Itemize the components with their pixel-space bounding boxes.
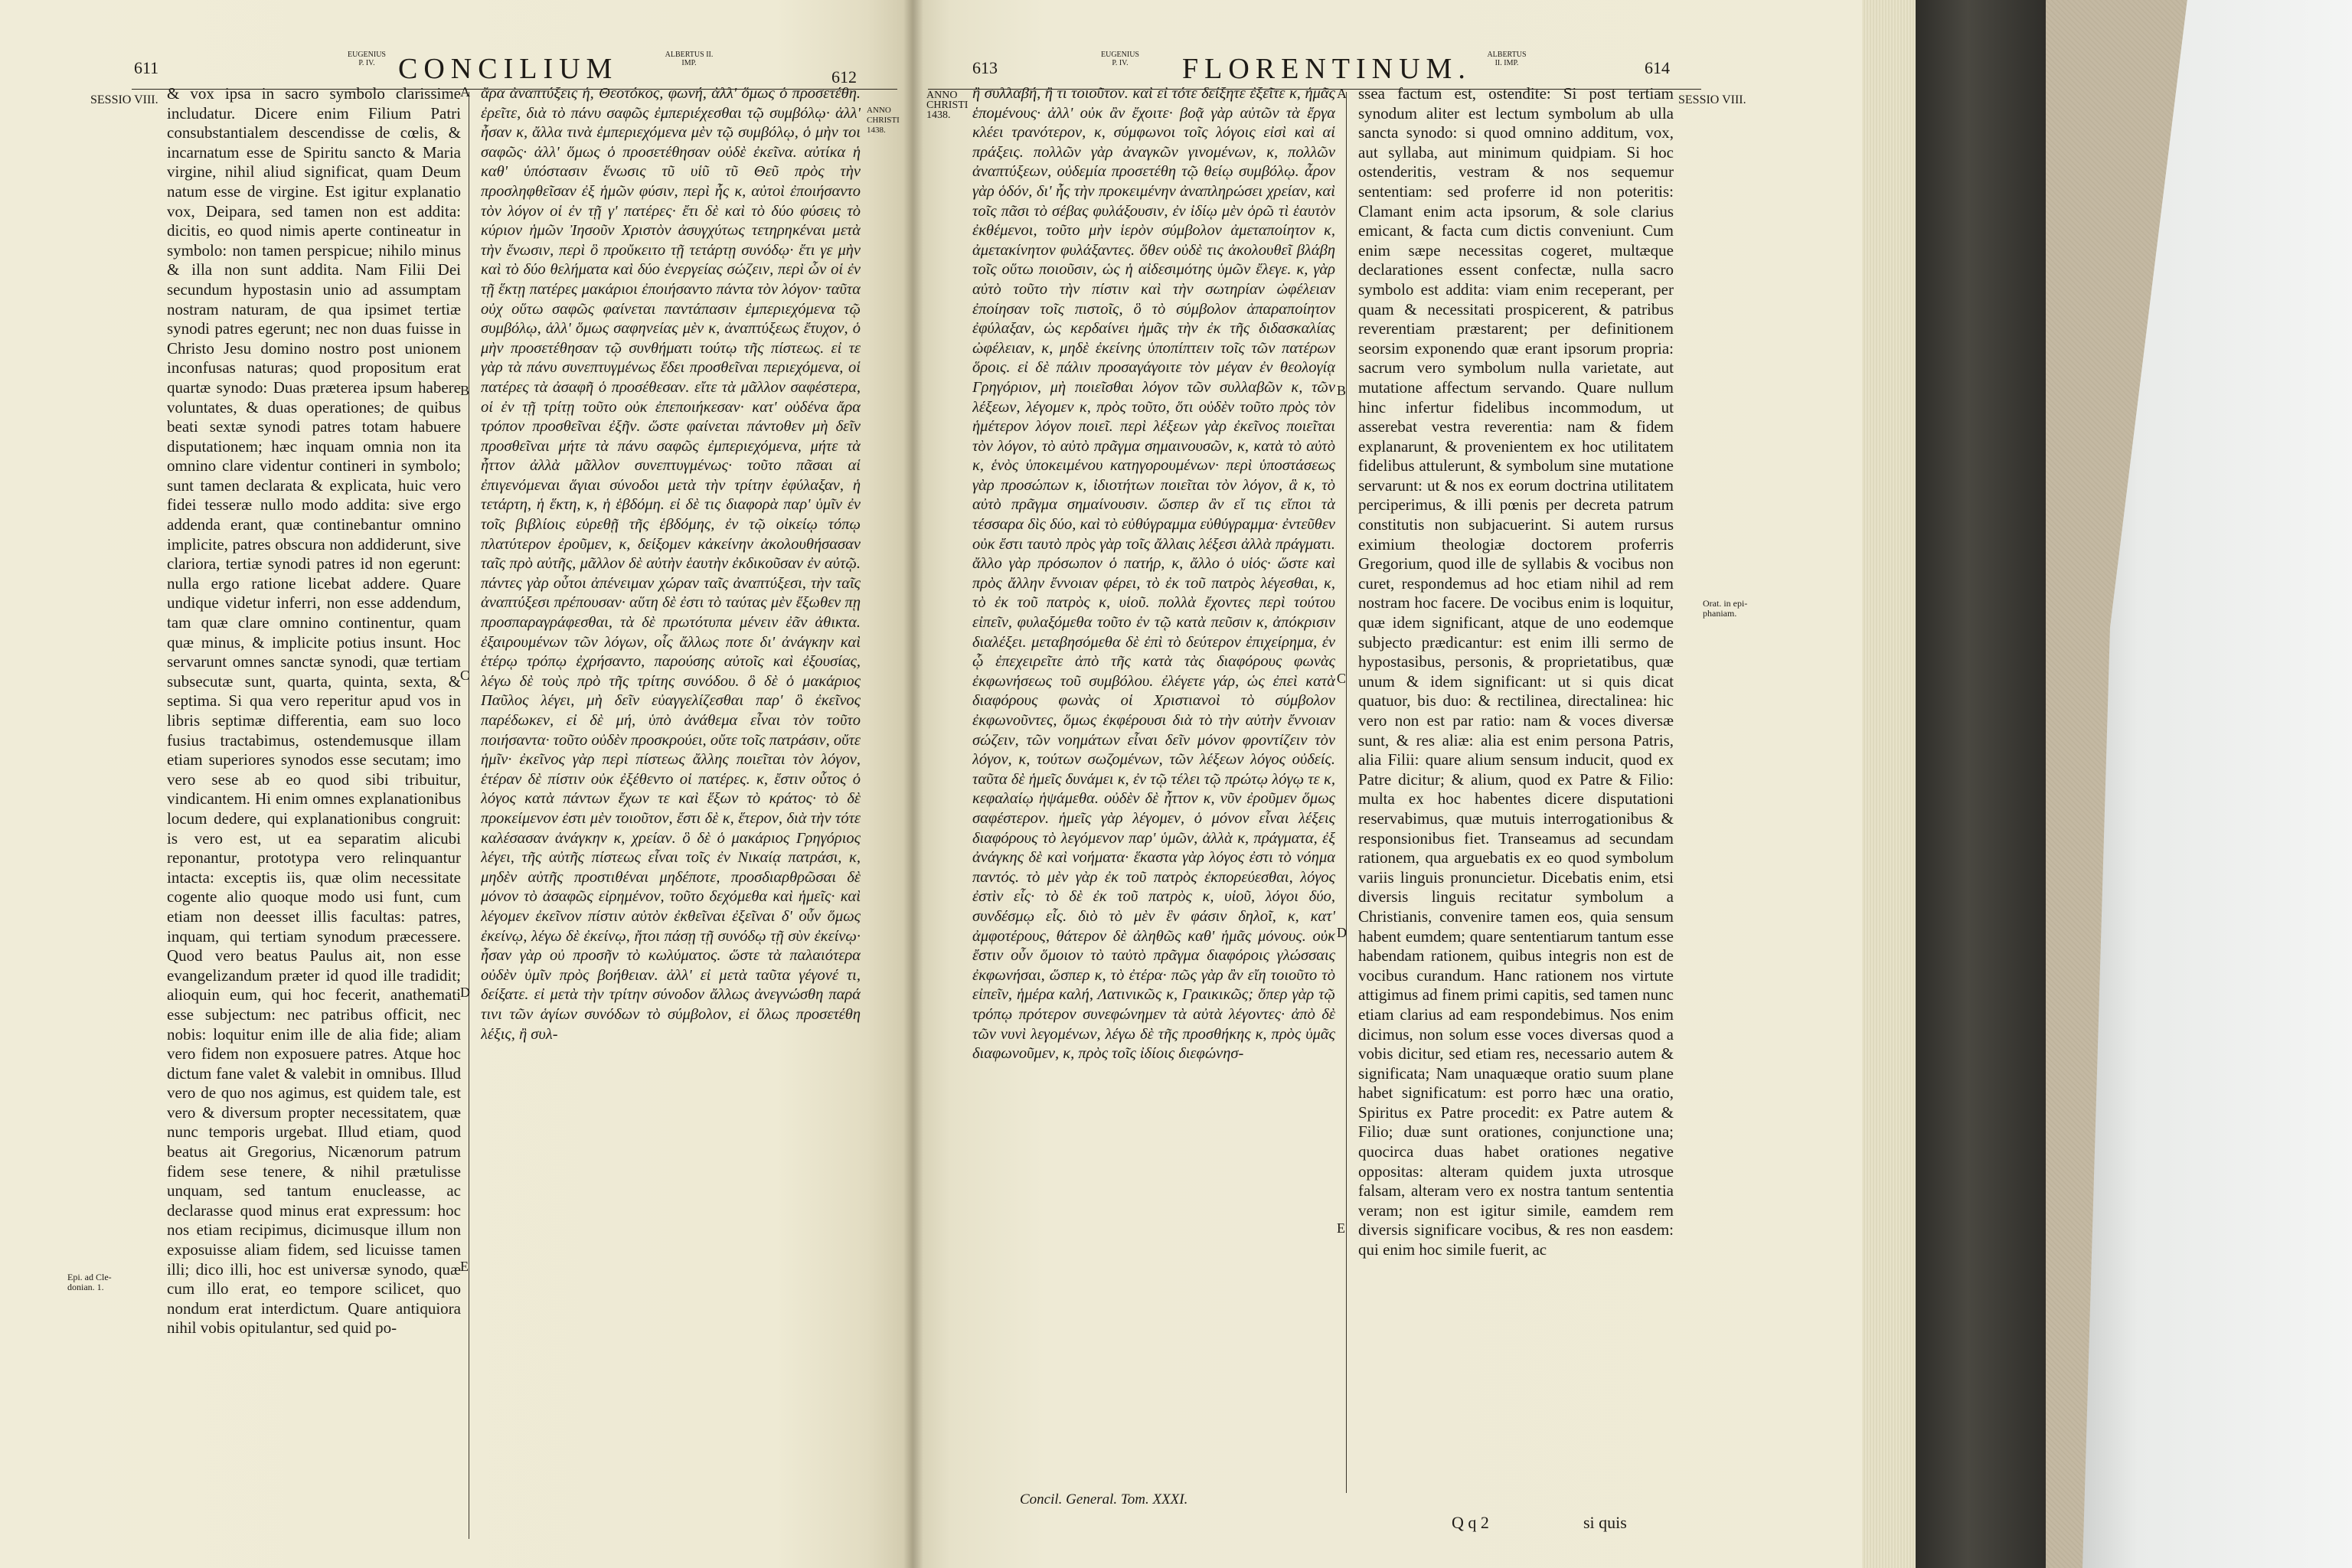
column-rule-right [1346,92,1347,1493]
session-note-left: SESSIO VIII. [90,93,158,106]
greek-text-left: ἄρα ἀναπτύξεις ἡ, Θεοτόκος, φωνή, ἀλλ' ὅμως ὁ προσετέθη. ἐρεῖτε, διὰ τὸ πάνυ σαφῶς ἐμπεριέχεσθαι τῷ συμβόλῳ· ἀλλ' ἦσαν κ, ἄλλα τινὰ ἐμπεριεχόμενα μὲν τῷ συμβόλῳ, ὁ μὴν τοι σαφῶς· ἀλλ' ὅμως ὁ προσετέθησαν οὐδὲ ἐκεῖνα. αὐτίκα ἡ καθ' ὑπόστασιν ἕνωσις τῦ υἱῦ τῦ Θεῦ πρὸς τὴν προσληφθεῖσαν ἐξ ἡμῶν φύσιν, περὶ ἧς κ, αὐτοὶ ἐποιήσαντο τὸν λόγον οἱ ἐν τῇ γ' πατέρες· ἔτι δὲ καὶ τὸ δύο φύσεις τὸ κύριον ἡμῶν Ἰησοῦν Χριστὸν ἀσυγχύτως τετηρηκέναι μετὰ τὴν ἕνωσιν, περὶ ὃ προὔκειτο τῇ τετάρτῃ συνόδῳ· ἔτι γε μὴν καὶ τὸ δύο θελήματα καὶ δύο ἐνεργείας σώζειν, περὶ ὧν οἱ ἐν τῇ ἕκτῃ πατέρες μακάριοι ἐποιήσαντο πάντα τὸν λόγον· ταῦτα οὐχ οὕτω σαφῶς φαίνεται παντάπασιν ἐμπεριεχόμενα τῷ συμβόλῳ, ἀλλ' ὅμως σαφηνείας μὲν κ, ἀναπτύξεως ἔτυχον, ὁ μὴν προσετέθησαν τῷ συνθήματι τούτῳ τῆς πίστεως. εἰ τε γὰρ τὰ πάνυ συνεπτυγμένως ἔδει προσθεῖναι περιεχόμενα, οἱ πατέρες τὰ ἀσαφῆ ὁ προσέθεσαν. εἴτε τὰ μᾶλλον σαφέστερα, οἱ ἐν τῇ τρίτῃ τοῦτο οὐκ ἐπεποιήκεσαν· κατ' οὐδένα ἄρα τρόπον προσθεῖναι ἐξῆν. ὥστε φαίνεται πάντοθεν μὴ δεῖν προσθεῖναι μήτε τὰ πάνυ σαφῶς ἐμπεριεχόμενα, μήτε τὰ ἧττον ἀλλὰ μᾶλλον συνεπτυγμένως· τοῦτο πᾶσαι αἱ ἐπιγενόμεναι ἅγιαι σύνοδοι μετὰ τὴν τρίτην ἐφύλαξαν, ἡ τετάρτη, ἡ ἕκτη, κ, ἡ ἑβδόμη. εἰ δὲ τις διαφορὰ παρ' ὑμῖν ἐν τοῖς βιβλίοις εὑρεθῇ τῆς ἑβδόμης, ἐν τῷ οἰκείῳ τόπῳ πλατύτερον ἐροῦμεν, κ, δείξομεν κἀκείνην ἀκολουθήσασαν ταῖς πρὸ αὐτῆς, μᾶλλον δὲ αὐτὴν ἑαυτὴν ἐκδικοῦσαν ἐν αὐτῷ. πάντες γὰρ οὗτοι ἀπένειμαν χώραν ταῖς ἀναπτύξεσι, τὴν ταῖς ἀναπτύξεσι πρέπουσαν· αὕτη δὲ ἐστι τὸ ταύτας μὲν ἔξωθεν πῃ προσπαραγράφεσθαι, τὰ δὲ πρωτότυπα μένειν ἐᾶν ἀθικτα. ἐξαιρουμένων τῶν λόγων, οἷς ἄλλως ποτε δι' ἀνάγκην καὶ ἑτέρῳ τρόπῳ ἐχρήσαντο, παρούσης αὐτοῖς καὶ ἐξουσίας, λέγω δὲ τοὺς πρὸ τῆς τρίτης συνόδου. ὃ δὲ ὁ μακάριος Παῦλος λέγει, μὴ δεῖν εὐαγγελίζεσθαι παρ' ὃ ἐκεῖνος παρέδωκεν, εἰ δὲ μή, ὑπὸ ἀνάθεμα εἶναι τὸν τοῦτο ποιήσαντα· τοῦτο οὐδὲν προσκρούει, οὔτε τοῖς πατράσιν, οὔτε ἡμῖν· ἐκεῖνος γὰρ περὶ πίστεως ἄλλης ποιεῖται τὸν λόγον, ἑτέραν δὲ πίστιν οὐκ ἐξέθεντο οἱ πατέρες. κ, ἔστιν οὗτος ὁ λόγος κατὰ πάντων ἔχων τε καὶ ἕξων τὸ κράτος· τὸ δὲ προκείμενον ἐστι μὲν τοιοῦτον, ἔστι δὲ κ, ἕτερον, διὰ τὴν τότε καλέσασαν ἀνάγκην κ, χρείαν. ὃ δὲ ὁ μακάριος Γρηγόριος λέγει, τῆς αὐτῆς πίστεως εἶναι τοῖς ἐν Νικαίᾳ πατράσι, κ, μηδὲν αὐτῆς προστιθέναι μηδέποτε, προσδιαρθρῶσαι δὲ μόνον τὸ ἀσαφῶς εἰρημένον, τοῦτο δεχόμεθα καὶ ἡμεῖς· καὶ λέγομεν ἐκεῖνον πίστιν αὐτὸν ἐκθεῖναι ἐξεῖναι δ' οὖν ὅμως ἐκείνῳ, λέγω δὲ ἐκείνῳ, ἤτοι πάσῃ τῇ συνόδῳ τῇ σὺν ἐκείνῳ· ἦσαν γὰρ οὐ προσῆν τὸ κωλύματος. ὥστε τὰ παλαιότερα οὐδὲν ὑμῖν πρὸς βοήθειαν. ἀλλ' εἰ μετὰ ταῦτα γέγονέ τι, δείξατε. εἰ μετὰ τὴν τρίτην σύνοδον ἄλλως ἀνεγνώσθη παρά τινι τῶν ἁγίων συνόδων τὸ σύμβολον, εἰ ὅλως προσετέθη λέξις, ἢ συλ- [481,85,861,1043]
section-letter-a: A [460,84,470,100]
emperor-label [651,51,727,67]
page-number-612: 612 [831,67,857,87]
emperor-label-right [1476,51,1537,67]
page-number-611: 611 [134,58,159,77]
page-number-613: 613 [972,58,998,77]
right-page [913,0,1862,1568]
left-page-header [0,49,913,87]
book-cover-board [1916,0,2046,1568]
emperor-sub: IMP. [681,59,697,67]
pope-label-right [1086,51,1155,67]
page-number-614: 614 [1645,58,1670,77]
page-stack-edge [1862,0,1916,1568]
running-title-florentinum: FLORENTINUM. [1182,53,1472,85]
book-gutter [903,0,923,1568]
section-letter-c: C [460,668,470,683]
pope-sub-right: P. IV. [1112,59,1129,67]
margin-citation-left: Epi. ad Cle- donian. 1. [67,1272,112,1292]
catchword: si quis [1583,1513,1627,1532]
latin-column-right [1358,84,1674,1467]
right-page-header [913,49,1862,85]
section-letter-b: B [460,383,470,398]
emperor-sub-right: II. IMP. [1494,59,1519,67]
latin-column-left [167,84,461,1551]
latin-text-left: & vox ipsa in sacro symbolo clarissime includatur. Dicere enim Filium Patri consubstantialem descendisse de cœlis, & incarnatum esse de Spiritu sancto & Maria virgine, nihil aliud significat, quam Deum natum esse de virgine. Est igitur explanatio vox, Deipara, sed tamen non est addita: dicitis, eo quod nimis aperte contineatur in symbolo: non tamen perspicue; nihilo minus & illa non sunt addita. Nam Filii Dei secundum hypostasin unio ad assumptam nostram naturam, de qua ipsimet tertiæ synodi patres egerunt; nec non duas fuisse in Christo Jesu domino nostro post unionem inconfusas naturas; quod propositum erat quartæ synodo: Duas præterea ipsum habere voluntates, & duas operationes; de quibus beati sextæ synodi patres totam habuere disputationem; hæc inquam omnia non ita omnino clare videntur contineri in symbolo; sunt tamen declarata & explicata, huic vero fidei tesseræ nullo modo addita: sive ergo addenda erant, quæ continebantur omnino implicite, patres obscura non addiderunt, sive clariora, tertiæ synodi patres id non egerunt: nulla ergo ratione licebat addere. Quare undique videtur inferri, non esse addendum, tam quæ clare omnino continentur, quam quæ minus, & implicite potius insunt. Hoc servarunt omnes sanctæ synodi, quæ tertiam subsecutæ sunt, quarta, quinta, sexta, & septima. Si qua vero reperitur apud vos in libris septimæ differentia, eam suo loco fusius tractabimus, ostendemusque illam etiam superiores synodos esse secutam; imo vero sese ab eo quod sibi tribuitur, vindicantem. Hi enim omnes explanationibus locum dedere, qui explanationibus congruit: is vero est, ut ea separatim alicubi reponantur, prototypa vero relinquantur intacta: exceptis iis, quæ olim necessitate cogente alio quoque modo usi funt, cum etiam non deesset illis facultas: patres, inquam, qui tertiam synodum præcessere. Quod vero beatus Paulus ait, non esse evangelizandum præter id quod ille tradidit; alioquin eum, qui hoc fecerit, anathemati esse subjectum: nec patribus officit, nec nobis: loquitur enim ille de alia fide; aliam vero fidem non exposuere patres. Atque hoc dictum fane valet & valebit in omnibus. Illud vero de quo nos agimus, est quidem tale, est vero & diversum propter necessitatem, quæ nunc temporis urgebat. Illud etiam, quod beatus ait Gregorius, Nicænorum patrum fidem sese tenere, & nihil prætulisse unquam, sed tantum enucleasse, ac declarasse quod minus erat expressum: hoc nos etiam recipimus, dicimusque illum non exposuisse aliam fidem, sed licuisse tamen illi; dico illi, hoc est universæ synodo, quæ cum illo erat, eo tempore scilicet, quo nondum erat interdictum. Quare antiquiora nihil vobis opitulantur, sed quid po- [167,84,461,1338]
pope-name-right: EUGENIUS [1101,51,1139,59]
pope-name: EUGENIUS [348,51,386,59]
section-letter-a-right: A [1337,86,1347,101]
pope-sub: P. IV. [358,59,375,67]
footer-volume-note: Concil. General. Tom. XXXI. [1020,1491,1188,1508]
section-letter-e-right: E [1337,1220,1345,1236]
margin-citation-right: Orat. in epi- phaniam. [1703,598,1748,619]
session-note-right: SESSIO VIII. [1678,93,1746,106]
anno-christi-left: ANNO CHRISTI 1438. [867,106,900,135]
emperor-name-right: ALBERTUS [1487,51,1527,59]
emperor-name: ALBERTUS II. [665,51,714,59]
pope-label [332,51,401,67]
section-letter-d: D [460,985,470,1000]
greek-text-right: ἢ συλλαβή, ἢ τι τοιοῦτον. καὶ εἰ τότε δείξητε ἐξεῖτε κ, ἡμᾶς ἑπομένους· ἀλλ' οὐκ ἂν ἔχοιτε· βοᾷ γὰρ αὐτῶν τὰ ἔργα κλέει τρανότερον, κ, σύμφωνοι τοῖς λόγοις εἰσὶ καὶ αἱ πράξεις. πολλῶν γὰρ ἀναγκῶν γινομένων, κ, πολλῶν ἀναπτύξεων, οὐδεμία προσετέθη τῷ θείῳ συμβόλῳ. ἆρον γὰρ ὁδόν, δι' ἧς τὴν προκειμένην ἀναπληρώσει χρείαν, καὶ τοῖς πᾶσι τὸ σέβας φυλάξουσιν, ἐν ἰδίῳ μὲν ὁρῶ τὶ ἑαυτὸν ἐκθέμενοι, τοῦτο μὴν ἱερὸν σύμβολον ἀμεταποίητον κ, ἀμετακίνητον φυλάξαντες. ὅθεν οὐδὲ τις ἀκολουθεῖ βλάβη τοῖς οὕτω ποιοῦσιν, ὡς ἡ αἰδεσιμότης ὑμῶν ἔλεγε. κ, γὰρ αὐτὸ τοῦτο τὴν πίστιν καὶ τὴν σωτηρίαν ὠφέλειαν ἐποίησαν τοῖς πιστοῖς, ὃ τὸ σύμβολον ἀπαραποίητον ἐφύλαξαν, ὡς κερδαίνει ἡμᾶς τὴν ἐκ τῆς διδασκαλίας ὠφέλειαν, κ, μηδὲ ἐκείνης ὑποπίπτειν τοῖς τῶν πατέρων ὅροις. εἰ δὲ πάλιν προσαγάγοιτε τὸν μέγαν ἐν θεολογίᾳ Γρηγόριον, μὴ ποιεῖσθαι λόγον τῶν συλλαβῶν κ, τῶν λέξεων, λέγομεν κ, πρὸς τοῦτο, ὅτι οὐδὲν τοῦτο πρὸς τὸν ἡμέτερον λόγον ποιεῖ. περὶ λέξεων γὰρ ἐκεῖνος ποιεῖται τὸν λόγον, τὸ αὐτὸ πρᾶγμα σημαινουσῶν, κ, κατὰ τὸ αὐτὸ κ, ἑνὸς ὑποκειμένου κατηγορουμένων· περὶ ὑποστάσεως γὰρ προσώπων κ, ἰδιοτήτων ποιεῖται τὸν λόγον, ἃ κ, τὸ αὐτὸ πρᾶγμα σημαίνουσιν. ὥσπερ ἂν εἴ τις εἴποι τὰ τέσσαρα δὶς δύο, καὶ τὸ εὐθύγραμμα εὐθύγραμμα· ἐντεῦθεν οὐκ ἔστι ταυτὸ πρὸς γὰρ τοῖς ἄλλαις λέξεσι ἀλλὰ πράγματι. ἄλλο γὰρ πρόσωπον ὁ πατήρ, κ, ἄλλο ὁ υἱός· ὥστε καὶ πρὸς ἄλλην ἔννοιαν φέρει, τὸ ἐκ τοῦ πατρὸς λέγεσθαι, κ, τὸ ἐκ τοῦ πατρὸς κ, υἱοῦ. πολλὰ ἔχοντες περὶ τούτου εἰπεῖν, φυλαξόμεθα τοῦτο ἐν τῷ κατὰ πεῦσιν κ, ἀπόκρισιν διαλέξει. μεταβησόμεθα δὲ ἐπὶ τὸ δεύτερον ἐπιχείρημα, ἐν ᾧ ἐπεχειρεῖτε ἀπὸ τῆς κατὰ τὰς διαφόρους φωνὰς ἐκφωνήσεως τοῦ συμβόλου. ἐλέγετε γάρ, ὡς ἐπεὶ κατὰ διαφόρους φωνὰς οἱ Χριστιανοὶ τὸ σύμβολον ἐκφωνοῦντες, ὅμως ἐκφέρουσι διὰ τὸ τὴν αὐτὴν ἔννοιαν σώζειν, τῶν νοημάτων εἶναι δεῖν μόνον φροντίζειν τὸν λόγον, κ, τούτων σωζομένων, τῶν λέξεων λόγος οὐδείς. ταῦτα δὲ ἡμεῖς δυνάμει κ, ἐν τῷ τέλει τῷ πρώτῳ λόγῳ τε κ, κεφαλαίῳ ἡψάμεθα. οὐδὲν δὲ ἧττον κ, νῦν ἐροῦμεν ὅμως σαφέστερον. ἡμεῖς γὰρ λέγομεν, ὁ μόνον εἶναι λέξεις διαφόρους τὸ λεγόμενον παρ' ὑμῶν, ἀλλὰ κ, πράγματα, ἐξ ἀνάγκης δὲ καὶ νοήματα· ἕκαστα γὰρ λόγος ἐστι τὸ νόημα παντός. τὸ μὲν γὰρ ἐκ τοῦ πατρὸς ἐκπορεύεσθαι, λόγος ἐστὶν εἷς· τὸ δὲ ἐκ τοῦ πατρὸς κ, υἱοῦ, λόγοι δύο, συνδέσμῳ εἷς. διὸ τὸ μὲν ἓν φάσιν δηλοῖ, κ, κατ' ἀμφοτέρους, θάτερον δὲ ἀληθῶς καθ' ἡμᾶς μόνους. οὐκ ἔστιν οὖν ὅμοιον τὸ ταὐτὸ πρᾶγμα διαφόροις γλώσσαις ἐκφωνήσαι, ὥσπερ κ, τὸ ἐτέρα· πῶς γὰρ ἂν εἴη τοιοῦτο τὸ εἰπεῖν, ἡμέρα καλή, Λατινικῶς κ, Γραικικῶς; ὅπερ γὰρ τῷ τρόπῳ πρότερον συνεφώνημεν τὰ αὐτὰ λέγοντες· ἀπὸ δὲ τῶν νυνὶ λεγομένων, λέγω δὲ τῆς προσθήκης κ, πρὸς ὑμᾶς διαφωνοῦμεν, κ, πρὸς τοῖς ἰδίοις διεφώνησ- [972,85,1335,1063]
anno-christi-right: ANNO CHRISTI 1438. [926,90,969,121]
section-letter-c-right: C [1337,671,1347,686]
section-letter-e: E [460,1259,469,1274]
signature-mark: Q q 2 [1452,1513,1489,1532]
latin-text-right: ssea factum est, ostendite: Si post tertiam synodum aliter est lectum symbolum ab ulla sancta synodo: si quod omnino additum, vox, aut syllaba, aut minimum quidpiam. Si hoc ostenderitis, vestram & nos sequemur sententiam: sed proferre id non poteritis: Clamant enim acta ipsorum, & sole clarius emicant, & facta cum dictis conveniunt. Cum enim sæpe necessitas cogeret, multæque declarationes essent confectæ, nulla sacro symbolo est addita: viam enim receperant, per quam & necessitati prospicerent, & patribus reverentiam præstarent; per definitionem seorsim exponendo quæ erant ipsorum propria: sacrum vero symbolum nulla varietate, aut mutatione affectum servando. Quare nullum hinc infertur fidelibus incommodum, ut asserebat vestra reverentia: nam & fidem explanarunt, & provenientem ex hoc utilitatem fidelibus attulerunt, & symbolum sine mutatione servarunt: ut & nos ex eorum doctrina utilitatem perciperimus, & illi pœnis per decreta patrum constitutis non subjacuerint. Si autem rursus eximium theologiæ doctorem proferris Gregorium, quod ille de syllabis & vocibus non curet, respondemus ad hoc etiam nihil ad rem nostram hoc facere. De vocibus enim is loquitur, quæ idem significant, atque de uno eodemque subjecto prædicantur: est enim illi sermo de hypostasibus, personis, & proprietatibus, quæ unum & idem significant: ut si quis dicat quatuor, bis duo: & rectilinea, directalinea: hic vero non est par ratio: nam & voces diversæ sunt, & res aliæ: alia est enim persona Patris, alia Filii: quare alium sensum inducit, quod ex Patre dicitur; & alium, quod ex Patre & Filio: multa ex hoc habentes dicere disputationi reservabimus, quæ mutuis interrogationibus & responsionibus fiet. Transeamus ad secundam rationem, qua arguebatis ex eo quod symbolum variis linguis pronuncietur. Dicebatis enim, etsi diversis linguis recitatur symbolum a Christianis, convenire tamen eos, quia sensum habent eumdem; quare sententiarum tantum esse habendam rationem, quibus integris non est de vocibus curandum. Hanc rationem nos virtute attigimus ad finem primi capitis, sed tamen nunc etiam clarius ad eam respondebimus. Nos enim dicimus, non solum esse voces diversas quod a vobis dicitur, sed etiam res, necessario autem & significata; Nam unaquæque oratio suum plane habet significatum: est porro hæc una oratio, Spiritus ex Patre procedit: ex Patre autem & Filio; duæ sunt orationes, conjunctione una; quocirca duas habet orationes negative oppositas: alteram quidem juxta utrosque falsam, alteram vero ex nostra tantum sententia veram; non est igitur simile, eamdem rem diversis significare vocibus, & res non easdem: qui enim hoc simile fuerit, ac [1358,84,1674,1259]
left-page [0,0,913,1568]
greek-column-left [481,84,861,1553]
running-title-concilium: CONCILIUM [398,53,619,85]
greek-column-right [972,84,1335,1494]
section-letter-b-right: B [1337,383,1347,398]
section-letter-d-right: D [1337,925,1347,940]
